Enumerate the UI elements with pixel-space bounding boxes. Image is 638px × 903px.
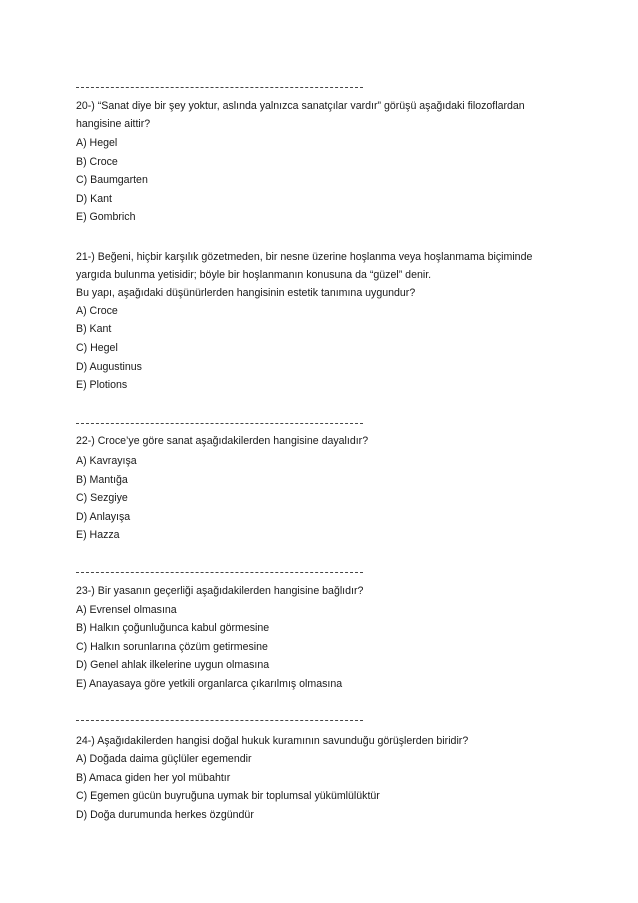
answer-option: D) Anlayışa [76,511,131,523]
separator-line [76,87,363,88]
question-text: yargıda bulunma yetisidir; böyle bir hoşlanmanın konusuna da “güzel” denir. [76,269,432,281]
answer-option: C) Baumgarten [76,174,148,186]
question-text: 20-) “Sanat diye bir şey yoktur, aslında yalnızca sanatçılar vardır” görüşü aşağıdaki filozoflardan [76,100,525,112]
answer-option: C) Halkın sorunlarına çözüm getirmesine [76,641,268,653]
answer-option: B) Halkın çoğunluğunca kabul görmesine [76,622,270,634]
question-text: hangisine aittir? [76,118,151,130]
answer-option: A) Croce [76,305,118,317]
answer-option: E) Plotions [76,379,128,391]
answer-option: A) Doğada daima güçlüler egemendir [76,753,252,765]
question-text: 21-) Beğeni, hiçbir karşılık gözetmeden, bir nesne üzerine hoşlanma veya hoşlanmama biçiminde [76,251,533,263]
question-text: 23-) Bir yasanın geçerliği aşağıdakilerden hangisine bağlıdır? [76,585,364,597]
separator-line [76,720,363,721]
question-text: 24-) Aşağıdakilerden hangisi doğal hukuk kuramının savunduğu görüşlerden biridir? [76,735,469,747]
separator-line [76,423,363,424]
answer-option: B) Mantığa [76,474,128,486]
question-text: 22-) Croce’ye göre sanat aşağıdakilerden hangisine dayalıdır? [76,435,369,447]
answer-option: B) Croce [76,156,118,168]
answer-option: B) Amaca giden her yol mübahtır [76,772,231,784]
answer-option: E) Gombrich [76,211,136,223]
answer-option: C) Hegel [76,342,118,354]
answer-option: E) Anayasaya göre yetkili organlarca çıkarılmış olmasına [76,678,343,690]
answer-option: D) Doğa durumunda herkes özgündür [76,809,254,821]
answer-option: D) Genel ahlak ilkelerine uygun olmasına [76,659,270,671]
separator-line [76,572,363,573]
answer-option: D) Kant [76,193,112,205]
answer-option: E) Hazza [76,529,120,541]
answer-option: C) Sezgiye [76,492,128,504]
answer-option: A) Evrensel olmasına [76,604,177,616]
answer-option: D) Augustinus [76,361,142,373]
answer-option: C) Egemen gücün buyruğuna uymak bir toplumsal yükümlülüktür [76,790,380,802]
answer-option: A) Kavrayışa [76,455,137,467]
answer-option: B) Kant [76,323,112,335]
answer-option: A) Hegel [76,137,118,149]
question-text: Bu yapı, aşağıdaki düşünürlerden hangisinin estetik tanımına uygundur? [76,287,416,299]
